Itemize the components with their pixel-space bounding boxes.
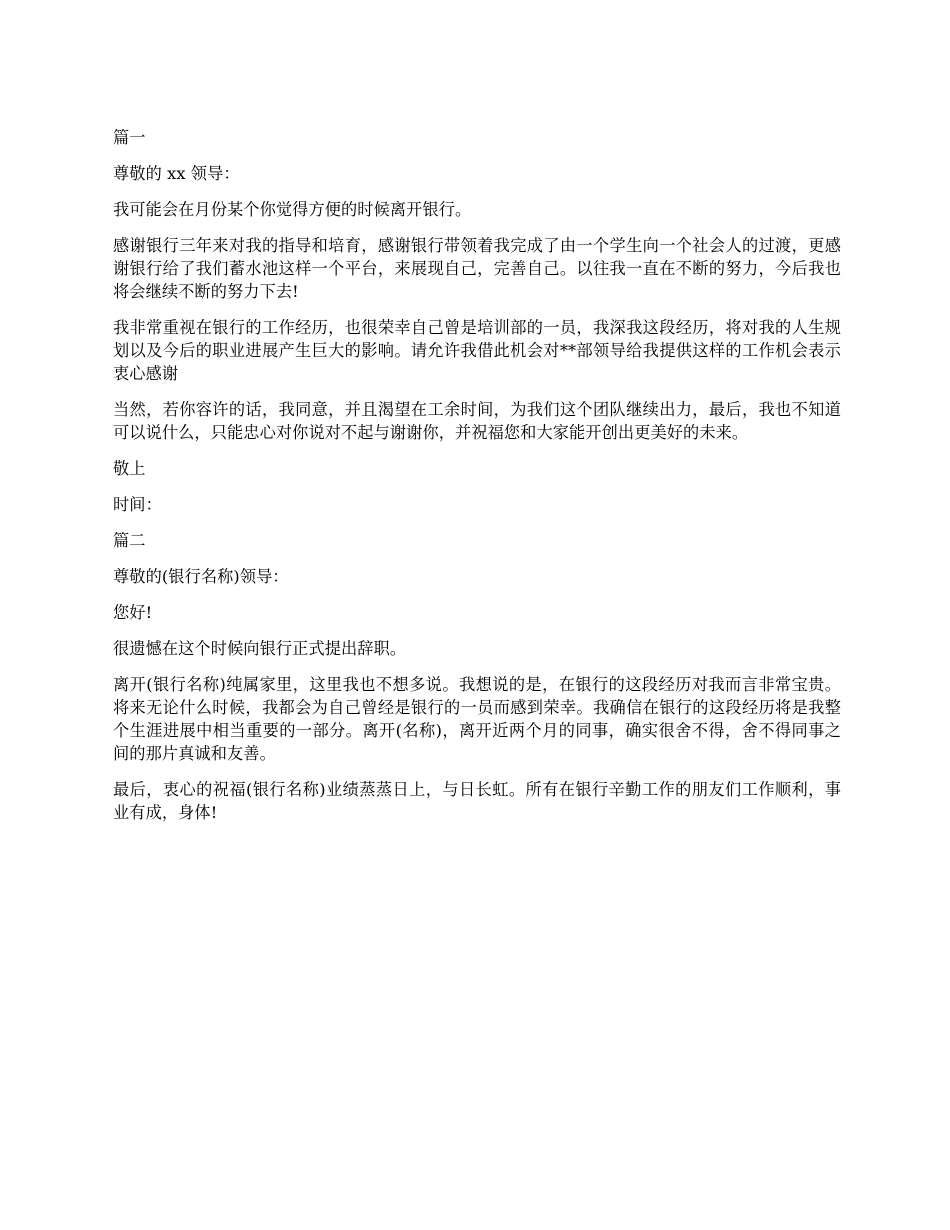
date-line: 时间： <box>113 495 162 514</box>
salutation-two: 尊敬的(银行名称)领导： <box>113 567 289 586</box>
paragraph: 我非常重视在银行的工作经历，也很荣幸自己曾是培训部的一员，我深我这段经历，将对我的人生规划以及今后的职业进展产生巨大的影响。请允许我借此机会对**部领导给我提供这样的工作机会表示衷心感谢 <box>113 318 841 383</box>
closing-signoff: 敬上 <box>113 459 146 478</box>
paragraph: 感谢银行三年来对我的指导和培育，感谢银行带领着我完成了由一个学生向一个社会人的过渡，更感谢银行给了我们蓄水池这样一个平台，来展现自己，完善自己。以往我一直在不断的努力，今后我也将会继续不断的努力下去! <box>113 236 841 301</box>
paragraph: 我可能会在月份某个你觉得方便的时候离开银行。 <box>113 200 472 219</box>
salutation-one: 尊敬的 xx 领导： <box>113 164 240 183</box>
paragraph: 很遗憾在这个时候向银行正式提出辞职。 <box>113 639 407 658</box>
section-heading-two: 篇二 <box>113 531 146 550</box>
paragraph: 离开(银行名称)纯属家里，这里我也不想多说。我想说的是，在银行的这段经历对我而言非常宝贵。将来无论什么时候，我都会为自己曾经是银行的一员而感到荣幸。我确信在银行的这段经历将是我整个生涯进展中相当重要的一部分。离开(名称)，离开近两个月的同事，确实很舍不得，舍不得同事之间的那片真诚和友善。 <box>113 675 841 763</box>
section-heading-one: 篇一 <box>113 128 146 147</box>
paragraph: 最后，衷心的祝福(银行名称)业绩蒸蒸日上，与日长虹。所有在银行辛勤工作的朋友们工作顺利，事业有成，身体! <box>113 780 841 822</box>
paragraph: 当然，若你容许的话，我同意，并且渴望在工余时间，为我们这个团队继续出力，最后，我也不知道可以说什么，只能忠心对你说对不起与谢谢你，并祝福您和大家能开创出更美好的未来。 <box>113 400 841 442</box>
document-body <box>113 126 841 837</box>
greeting: 您好! <box>113 603 153 622</box>
